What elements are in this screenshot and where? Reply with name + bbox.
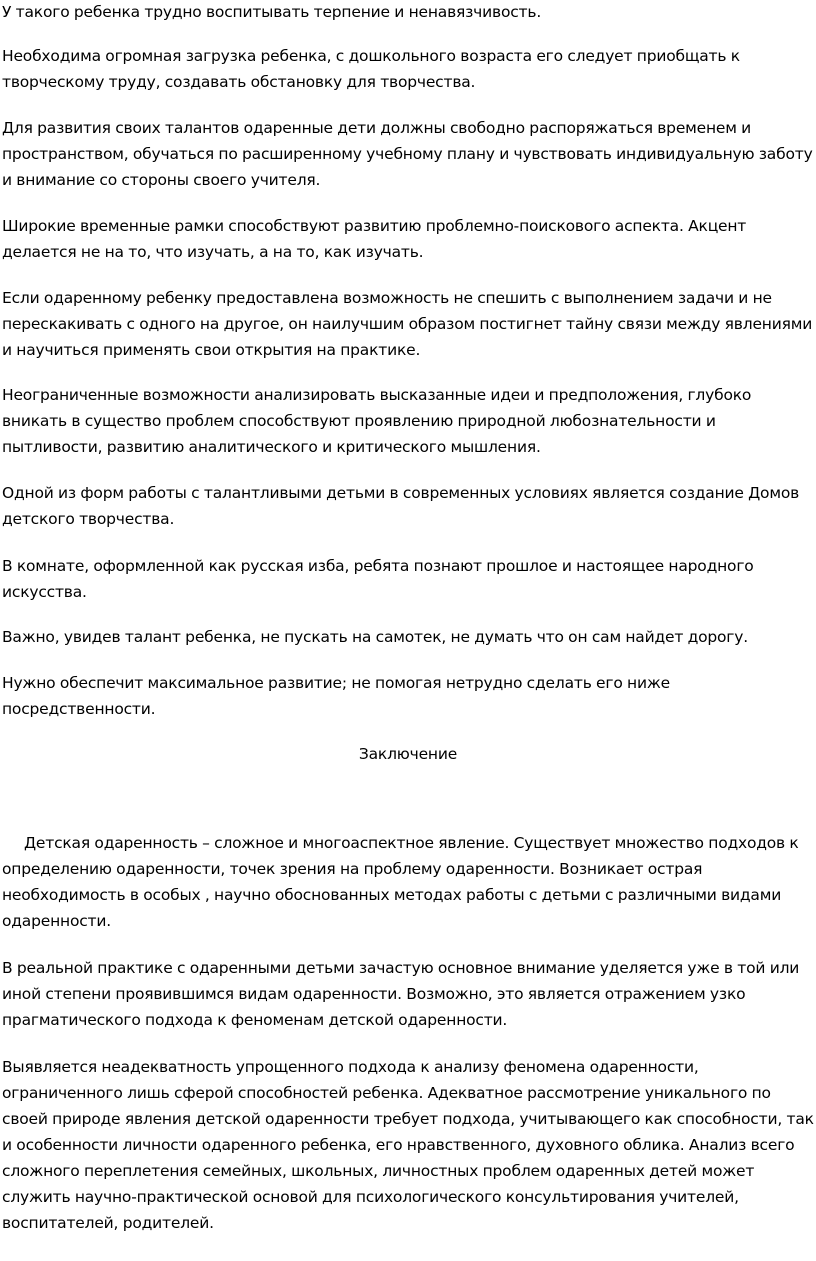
paragraph-10: Нужно обеспечит максимальное развитие; не помогая нетрудно сделать его ниже посредственности. — [2, 674, 670, 718]
section-heading: Заключение — [358, 745, 458, 763]
paragraph-8: В комнате, оформленной как русская изба, ребята познают прошлое и настоящее народного искусства. — [2, 557, 754, 601]
conclusion-paragraph-1: Детская одаренность – сложное и многоаспектное явление. Существует множество подходов к определению одаренности, точек зрения на проблему одаренности. Возникает острая необходимость в особых , научно обоснованных методах работы с детьми с различными видами одаренности. — [2, 834, 799, 930]
paragraph-4: Широкие временные рамки способствуют развитию проблемно-поискового аспекта. Акцент делается не на то, что изучать, а на то, как изучать. — [2, 217, 747, 261]
paragraph-5: Если одаренному ребенку предоставлена возможность не спешить с выполнением задачи и не перескакивать с одного на другое, он наилучшим образом постигнет тайну связи между явлениями и научиться применять свои открытия на практике. — [2, 289, 813, 359]
paragraph-3: Для развития своих талантов одаренные дети должны свободно распоряжаться временем и пространством, обучаться по расширенному учебному плану и чувствовать индивидуальную заботу и внимание со стороны своего учителя. — [2, 119, 813, 189]
paragraph-7: Одной из форм работы с талантливыми детьми в современных условиях является создание Домов детского творчества. — [2, 484, 800, 528]
paragraph-2: Необходима огромная загрузка ребенка, с дошкольного возраста его следует приобщать к творческому труду, создавать обстановку для творчества. — [2, 47, 740, 91]
paragraph-1: У такого ребенка трудно воспитывать терпение и ненавязчивость. — [2, 3, 542, 21]
paragraph-9: Важно, увидев талант ребенка, не пускать на самотек, не думать что он сам найдет дорогу. — [2, 628, 748, 646]
conclusion-paragraph-2: В реальной практике с одаренными детьми зачастую основное внимание уделяется уже в той или иной степени проявившимся видам одаренности. Возможно, это является отражением узко прагматического подхода к феноменам детской одаренности. — [2, 959, 800, 1029]
paragraph-6: Неограниченные возможности анализировать высказанные идеи и предположения, глубоко вникать в существо проблем способствуют проявлению природной любознательности и пытливости, развитию аналитического и критического мышления. — [2, 386, 752, 456]
conclusion-paragraph-3: Выявляется неадекватность упрощенного подхода к анализу феномена одаренности, ограниченного лишь сферой способностей ребенка. Адекватное рассмотрение уникального по своей природе явления детской одаренности требует подхода, учитывающего как способности, так и особенности личности одаренного ребенка, его нравственного, духовного облика. Анализ всего сложного переплетения семейных, школьных, личностных проблем одаренных детей может служить научно-практической основой для психологического консультирования учителей, воспитателей, родителей. — [2, 1058, 814, 1232]
